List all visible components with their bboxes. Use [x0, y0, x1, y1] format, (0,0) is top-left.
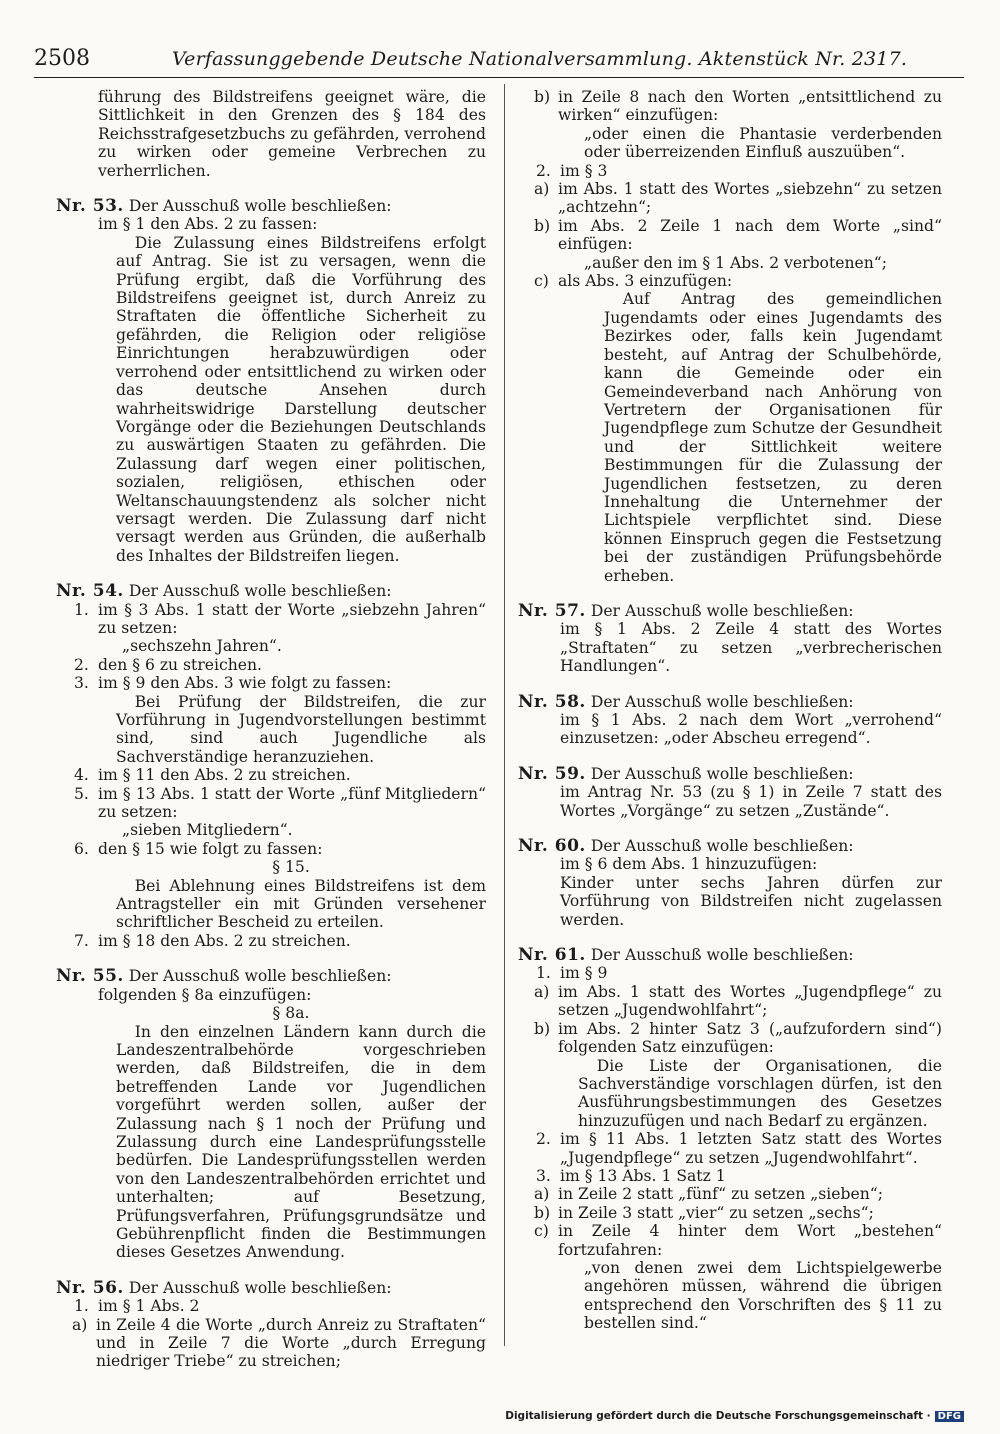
list-item: 2. im § 3: [536, 161, 608, 180]
motion-number: Nr. 60.: [518, 836, 586, 857]
left-column: [56, 88, 486, 1388]
motion-61: [518, 946, 942, 1333]
motion-lead: Der Ausschuß wolle beschließen:: [590, 601, 854, 620]
list-item: 1. im § 3 Abs. 1 statt der Worte „siebzehn Jahren“ zu setzen:: [74, 600, 486, 637]
list-item: 1. im § 1 Abs. 2: [74, 1297, 200, 1316]
list-item: 3. im § 9 den Abs. 3 wie folgt zu fassen:: [74, 674, 392, 693]
quoted-text: „von denen zwei dem Lichtspielgewerbe angehören müssen, während die übrigen entsprechend den Vorschriften des § 11 zu bestellen sind.“: [584, 1258, 942, 1333]
sub-item: a) im Abs. 1 statt des Wortes „Jugendpflege“ zu setzen „Jugendwohlfahrt“;: [534, 982, 942, 1020]
dfg-logo: DFG: [935, 1411, 964, 1422]
motion-lead: Der Ausschuß wolle beschließen:: [128, 197, 392, 216]
column-divider: [504, 84, 505, 1346]
motion-intro: folgenden § 8a einzufügen:: [98, 985, 312, 1004]
sub-item: b) in Zeile 3 statt „vier“ zu setzen „sechs“;: [534, 1203, 874, 1222]
digitization-footer: [505, 1410, 964, 1424]
sub-item: a) in Zeile 2 statt „fünf“ zu setzen „sieben“;: [534, 1185, 884, 1204]
list-item: 2. im § 11 Abs. 1 letzten Satz statt des Wortes „Jugendpflege“ zu setzen „Jugendwohlfahrt“.: [536, 1130, 942, 1167]
quoted-text: „außer den im § 1 Abs. 2 verbotenen“;: [584, 253, 887, 272]
section-heading: § 15.: [272, 858, 310, 877]
motion-58: [518, 693, 942, 748]
continued-text: führung des Bildstreifens geeignet wäre, die Sittlichkeit in den Grenzen des § 184 des Reichsstrafgesetzbuchs zu gefährden, verrohend zu wirken oder gemeine Verbrechen zu verherrlichen.: [98, 88, 487, 180]
motion-lead: Der Ausschuß wolle beschließen:: [590, 946, 854, 965]
motion-number: Nr. 55.: [56, 966, 124, 987]
motion-text: im Antrag Nr. 53 (zu § 1) in Zeile 7 statt des Wortes „Vorgänge“ zu setzen „Zustände“.: [560, 783, 942, 820]
motion-57: [518, 602, 942, 676]
header-rule: [34, 77, 964, 78]
motion-lead: Der Ausschuß wolle beschließen:: [128, 1278, 392, 1297]
sub-item: b) im Abs. 2 Zeile 1 nach dem Worte „sind“ einfügen:: [534, 216, 942, 254]
list-item: 3. im § 13 Abs. 1 Satz 1: [536, 1166, 726, 1185]
motion-text: In den einzelnen Ländern kann durch die Landeszentralbehörde vorgeschrieben werden, daß Bildstreifen, die in dem betreffenden Lande vor Jugendlichen vorgeführt werden sollen, außer der Zulassung nach § 1 noch der Prüfung und Zulassung durch eine Landesprüfungsstelle bedürfen. Die Landesprüfungsstellen werden von den Landeszentralbehörden errichtet und unterhalten; auf Besetzung, Prüfungsverfahren, Prüfungsgrundsätze und Gebührenpflicht finden die Bestimmungen dieses Gesetzes Anwendung.: [116, 1022, 486, 1262]
quoted-text: Auf Antrag des gemeindlichen Jugendamts oder eines Jugendamts des Bezirkes oder, falls kein Jugendamt besteht, auf Antrag der Schulbehörde, kann die Gemeinde oder ein Gemeindeverband nach Anhörung von Vertretern der Organisationen für Jugendpflege zum Schutze der Gesundheit und der Sittlichkeit weitere Bestimmungen für die Zulassung der Jugendlichen festsetzen, zu deren Innehaltung die Unternehmer der Lichtspiele verpflichtet sind. Diese können Einspruch gegen die Festsetzung bei der zuständigen Prüfungsbehörde erheben.: [604, 290, 942, 585]
motion-lead: Der Ausschuß wolle beschließen:: [590, 837, 854, 856]
motion-54: [56, 582, 486, 950]
sub-item: b) in Zeile 8 nach den Worten „entsittlichend zu wirken“ einzufügen:: [534, 88, 942, 125]
motion-55: [56, 967, 486, 1262]
list-item: 4. im § 11 den Abs. 2 zu streichen.: [74, 766, 351, 785]
list-item: 2. den § 6 zu streichen.: [74, 655, 263, 674]
list-item: 5. im § 13 Abs. 1 statt der Worte „fünf Mitgliedern“ zu setzen:: [74, 784, 486, 822]
motion-number: Nr. 56.: [56, 1277, 124, 1298]
quoted-text: „sechszehn Jahren“.: [122, 637, 282, 656]
motion-number: Nr. 58.: [518, 691, 586, 712]
motion-56: [56, 1279, 486, 1371]
motion-number: Nr. 59.: [518, 763, 586, 784]
page-header: [34, 44, 964, 78]
sub-item: b) im Abs. 2 hinter Satz 3 („aufzufordern sind“) folgenden Satz einzufügen:: [534, 1019, 942, 1057]
list-item: 1. im § 9: [536, 964, 608, 983]
motion-53: [56, 197, 486, 565]
motion-56-continued: [518, 88, 942, 585]
section-heading: § 8a.: [272, 1004, 310, 1023]
motion-intro: im § 6 dem Abs. 1 hinzuzufügen:: [560, 855, 818, 874]
motion-lead: Der Ausschuß wolle beschließen:: [590, 764, 854, 783]
motion-lead: Der Ausschuß wolle beschließen:: [128, 967, 392, 986]
sub-item: c) als Abs. 3 einzufügen:: [534, 272, 733, 291]
quoted-text: Die Liste der Organisationen, die Sachverständige vorschlagen dürfen, ist den Ausführungsbestimmungen des Gesetzes hinzuzufügen und nach Bedarf zu ergänzen.: [578, 1056, 942, 1130]
motion-lead: Der Ausschuß wolle beschließen:: [590, 692, 854, 711]
footer-text: Digitalisierung gefördert durch die Deutsche Forschungsgemeinschaft ·: [505, 1410, 931, 1422]
motion-number: Nr. 57.: [518, 600, 586, 621]
motion-number: Nr. 53.: [56, 196, 124, 217]
motion-number: Nr. 61.: [518, 945, 586, 966]
list-item: 7. im § 18 den Abs. 2 zu streichen.: [74, 931, 351, 950]
right-column: [518, 88, 942, 1350]
motion-59: [518, 765, 942, 820]
quoted-text: „oder einen die Phantasie verderbenden oder überreizenden Einfluß auszuüben“.: [584, 124, 942, 162]
list-item: 6. den § 15 wie folgt zu fassen:: [74, 839, 323, 858]
motion-text: im § 1 Abs. 2 Zeile 4 statt des Wortes „Straftaten“ zu setzen „verbrecherischen Handlungen“.: [560, 620, 942, 676]
sub-item: a) im Abs. 1 statt des Wortes „siebzehn“ zu setzen „achtzehn“;: [534, 180, 942, 217]
motion-text: Die Zulassung eines Bildstreifens erfolgt auf Antrag. Sie ist zu versagen, wenn die Prüfung ergibt, daß die Vorführung des Bildstreifens geeignet ist, durch Anreiz zu Straftaten die öffentliche Sicherheit zu gefährden, die Religion oder religiöse Einrichtungen herabzuwürdigen oder verrohend oder entsittlichend zu wirken oder das deutsche Ansehen durch wahrheitswidrige Darstellung deutscher Vorgänge oder die Beziehungen Deutschlands zu auswärtigen Staaten zu gefährden. Die Zulassung darf wegen einer politischen, sozialen, religiösen, ethischen oder Weltanschauungstendenz als solcher nicht versagt werden. Die Zulassung darf nicht versagt werden aus Gründen, die außerhalb des Inhaltes der Bildstreifen liegen.: [116, 233, 486, 565]
quoted-text: Bei Prüfung der Bildstreifen, die zur Vorführung in Jugendvorstellungen bestimmt sind, sind auch Jugendliche als Sachverständige heranzuziehen.: [116, 692, 486, 766]
motion-lead: Der Ausschuß wolle beschließen:: [128, 582, 392, 601]
quoted-text: „sieben Mitgliedern“.: [122, 821, 293, 840]
sub-item: c) in Zeile 4 hinter dem Wort „bestehen“ fortzufahren:: [534, 1222, 942, 1259]
motion-60: [518, 837, 942, 929]
page-title: Verfassunggebende Deutsche Nationalversammlung. Aktenstück Nr. 2317.: [172, 48, 908, 70]
motion-text: Kinder unter sechs Jahren dürfen zur Vorführung von Bildstreifen nicht zugelassen werden.: [560, 873, 942, 929]
motion-text: im § 1 Abs. 2 nach dem Wort „verrohend“ einzusetzen: „oder Abscheu erregend“.: [560, 711, 942, 748]
quoted-text: Bei Ablehnung eines Bildstreifens ist dem Antragsteller ein mit Gründen versehener schriftlicher Bescheid zu erteilen.: [116, 876, 486, 932]
page-number: 2508: [34, 46, 90, 71]
sub-item: a) in Zeile 4 die Worte „durch Anreiz zu Straftaten“ und in Zeile 7 die Worte „durch Erregung niedriger Triebe“ zu streichen;: [72, 1315, 486, 1371]
motion-number: Nr. 54.: [56, 581, 124, 602]
motion-intro: im § 1 den Abs. 2 zu fassen:: [98, 215, 318, 234]
